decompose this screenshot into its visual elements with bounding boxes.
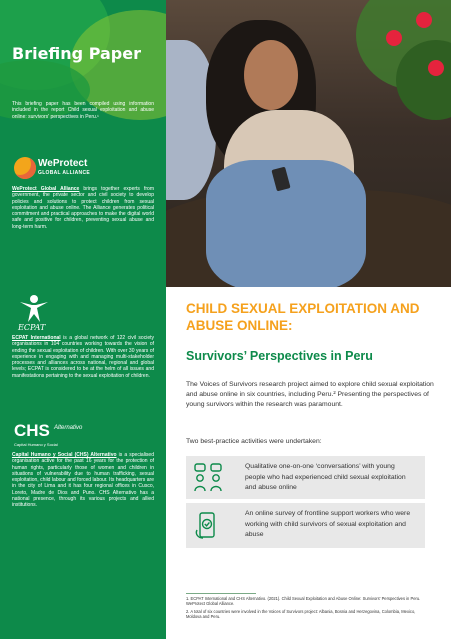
intro-paragraph: This briefing paper has been compiled using information included in the report Child sexual exploitation and abuse online: survivors' perspectives in Peru.¹ <box>12 101 154 120</box>
activities-intro: Two best-practice activities were undertaken: <box>186 438 322 445</box>
intro-body: The Voices of Survivors research project aimed to explore child sexual exploitation and abuse online in six countries, including Peru.² Presenting the perspectives of young survivors within the research was paramount. <box>186 381 434 408</box>
sidebar <box>0 0 166 639</box>
face <box>244 40 298 110</box>
phone-survey-icon <box>194 510 222 540</box>
ecpat-description <box>12 335 154 379</box>
weprotect-description <box>12 186 154 230</box>
briefing-paper-heading: Briefing Paper <box>12 44 141 63</box>
ecpat-text: is a global network of 122 civil society organisations in 104 countries working towards the vision of ending the sexual exploitation of children. With over 30 years of experience in engaging with and managing multi-stakeholder processes and alliances across national, regional and global levels; ECPAT is considered to be at the helm of all issues and manifestations pertaining to the sexual exploitation of children. <box>12 335 154 379</box>
chs-logo <box>14 421 114 451</box>
weprotect-link[interactable]: WeProtect Global Alliance <box>12 186 80 192</box>
activity-box-survey <box>186 503 425 548</box>
footnote: 1. ECPAT International and CHS Alternativo. (2021). Child Sexual Exploitation and Abuse Online: Survivors' Perspectives in Peru. WeProtect Global Alliance. <box>186 596 421 607</box>
activity-text: An online survey of frontline support workers who were working with child survivors of sexual exploitation and abuse <box>245 510 411 538</box>
weprotect-logo-name: WeProtect <box>38 158 88 169</box>
page-title: CHILD SEXUAL EXPLOITATION AND ABUSE ONLINE: <box>186 301 420 333</box>
red-flower <box>386 30 402 46</box>
weprotect-text: brings together experts from government, the private sector and civil society to develop policies and solutions to protect children from sexual exploitation and abuse online. The Alliance generates political commitment and practical approaches to make the digital world safe and positive for children, preventing sexual abuse and long-term harm. <box>12 186 155 230</box>
weprotect-logo <box>14 155 94 181</box>
people-conversation-icon <box>194 463 222 493</box>
chs-text: is a specialised organisation active for the past 16 years for the protection of human rights, particularly those of women and children in situations of vulnerability due to human trafficking, sexual exploitation, child labour and forced labour. Its headquarters are in the city of Lima and it has four regional offices in Cusco, Loreto, Madre de Dios and Puno. CHS Alternativo has a national presence, through its various projects and allied institutions. <box>12 452 154 509</box>
chs-link[interactable]: Capital Humano y Social (CHS) Alternativo <box>12 452 117 458</box>
red-flower <box>416 12 432 28</box>
footnote: 2. A total of six countries were involved in the Voices of Survivors project: Albania, Bosnia and Herzegovina, Colombia, Mexico, Moldova and Peru. <box>186 609 416 620</box>
weprotect-mark-icon <box>14 157 36 179</box>
weprotect-logo-sub: GLOBAL ALLIANCE <box>38 170 90 176</box>
ecpat-link[interactable]: ECPAT International <box>12 335 61 341</box>
activity-box-conversations <box>186 456 425 499</box>
chs-description <box>12 452 154 509</box>
ecpat-logo-name: ECPAT <box>18 323 46 332</box>
red-flower <box>428 60 444 76</box>
chs-logo-name: CHS <box>14 421 50 440</box>
page-subtitle: Survivors’ Perspectives in Peru <box>186 349 373 363</box>
footnote-divider <box>186 593 256 594</box>
ecpat-logo <box>14 292 54 332</box>
ecpat-figure-icon <box>14 292 54 332</box>
activity-text: Qualitative one-on-one ‘conversations’ with young people who had experienced child sexual exploitation and abuse online <box>245 463 406 491</box>
chs-logo-alt: Alternativo <box>54 425 83 431</box>
chs-logo-sub: Capital Humano y Social <box>14 442 58 447</box>
cover-photo <box>166 0 451 287</box>
